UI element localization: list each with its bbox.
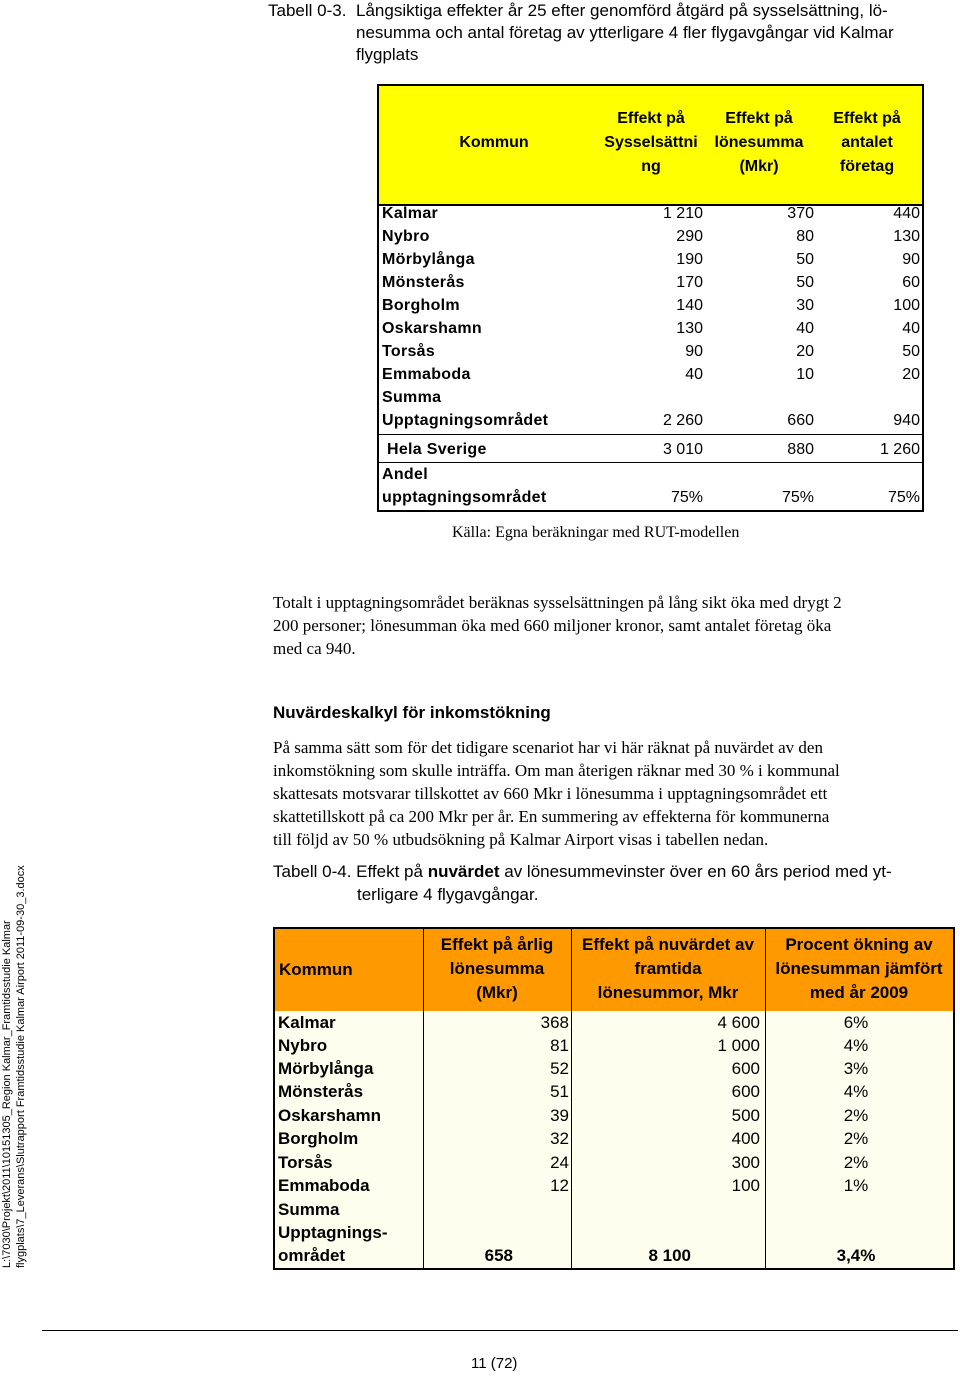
table2-header-col3: Procent ökning av lönesumman jämfört med år 2009 xyxy=(775,935,943,1002)
table-row: Nybro 81 1 000 4% xyxy=(278,1036,869,1055)
paragraph: På samma sätt som för det tidigare scenariot har vi här räknat på nuvärdet av den inkomstökning som skulle inträffa. Om man återigen räknar med 30 % i kommunal skattesats motsvarar tillskottet av 660 Mkr i lönesumma i upptagningsområdet ett skattetillskott på ca 200 Mkr per år. En summering av effekterna för kommunerna till följd av 50 % utbudsökning på Kalmar Airport visas i tabellen nedan. xyxy=(273,738,840,849)
file-path: L:\7030\Projekt\2011\10151305_Region Kalmar_Framtidsstudie Kalmar flygplats\7_Leverans\Slutrapport Framtidsstudie Kalmar Airport 2011-09-30_3.docx xyxy=(1,865,27,1268)
table1-caption-line: Långsiktiga effekter år 25 efter genomförd åtgärd på sysselsättning, lö- xyxy=(356,1,888,20)
table1-caption-label: Tabell 0-3. xyxy=(268,1,347,20)
table2 xyxy=(273,927,955,1270)
table-row: Emmaboda 12 100 1% xyxy=(278,1176,869,1195)
table2-header-col1: Effekt på årlig lönesumma (Mkr) xyxy=(440,935,554,1002)
table-row: Mörbylånga 52 600 3% xyxy=(278,1059,869,1078)
table1-body: Kalmar 1 210 370 440 Nybro 290 80 130 Mörbylånga 190 50 90 Mönsterås 170 50 60 Borgholm 140 30 100 Oskarshamn 130 40 40 Torsås 90 20 50 Emmaboda 40 10 20 Summa Upptagningsområdet 2 260 660 940 Hela Sverige 3 010 880 1 260 Andel upptagningsområdet 75% 75% 75% xyxy=(377,202,924,512)
table2-header-col2: Effekt på nuvärdet av framtida lönesummor, Mkr xyxy=(582,935,754,1002)
table-row: Mönsterås 51 600 4% xyxy=(278,1082,869,1101)
table1-header-col3: Effekt på antalet företag xyxy=(833,110,901,175)
paragraph: Totalt i upptagningsområdet beräknas sysselsättningen på lång sikt öka med drygt 2 200 personer; lönesumman öka med 660 miljoner kronor, samt antalet företag öka med ca 940. xyxy=(273,593,842,658)
divider xyxy=(765,929,766,1268)
table-row: Torsås 24 300 2% xyxy=(278,1153,869,1172)
divider xyxy=(423,929,424,1268)
table1-source: Källa: Egna beräkningar med RUT-modellen xyxy=(452,524,740,541)
table1-caption xyxy=(268,0,958,66)
table-row-summa: Upptagnings- xyxy=(278,1223,388,1242)
table1-caption-line: flygplats xyxy=(356,45,419,64)
table1-caption-line: nesumma och antal företag av ytterligare 4 fler flygavgångar vid Kalmar xyxy=(356,23,894,42)
table-row: Borgholm 32 400 2% xyxy=(278,1129,869,1148)
table-row: Oskarshamn 39 500 2% xyxy=(278,1106,869,1125)
table-row-summa: området 658 8 100 3,4% xyxy=(278,1246,876,1265)
table1-header-col1: Effekt på Sysselsättni ng xyxy=(604,110,698,175)
table2-header xyxy=(275,929,953,1012)
table2-caption: Tabell 0-4. Effekt på nuvärdet av lönesummevinster över en 60 års period med yt- terligare 4 flygavgångar. xyxy=(273,862,892,904)
table-row-summa: Summa xyxy=(278,1200,340,1219)
divider xyxy=(571,929,572,1268)
table-row: Kalmar 368 4 600 6% xyxy=(278,1013,869,1032)
page-number: 11 (72) xyxy=(471,1355,518,1372)
divider xyxy=(379,462,922,463)
table1-header-kommun: Kommun xyxy=(459,134,529,151)
table2-header-kommun: Kommun xyxy=(279,960,353,979)
divider xyxy=(379,434,922,435)
table2-body xyxy=(275,1011,953,1268)
table1-header xyxy=(377,84,924,206)
section-heading: Nuvärdeskalkyl för inkomstökning xyxy=(273,703,551,722)
footer-divider xyxy=(42,1330,958,1331)
table1-header-col2: Effekt på lönesumma (Mkr) xyxy=(714,110,804,175)
